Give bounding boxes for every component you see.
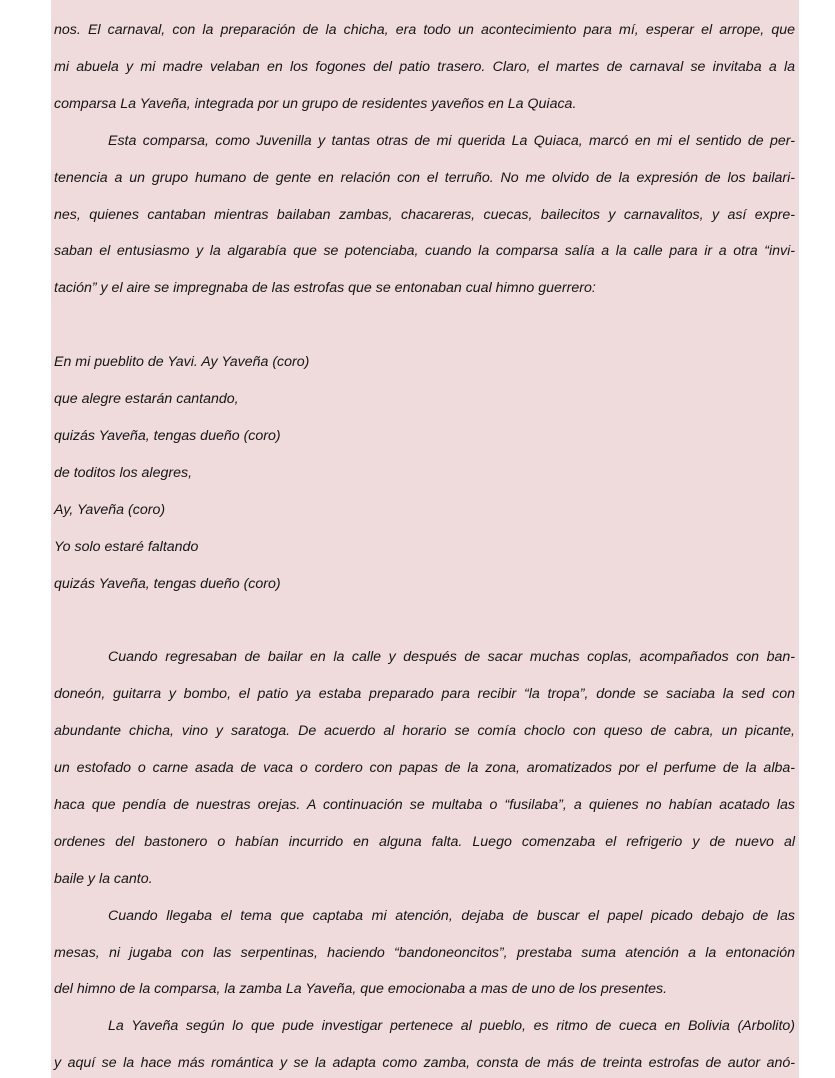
text-line: haca que pendía de nuestras orejas. A continuación se multaba o “fusilaba”, a quienes no habían acatado las xyxy=(54,796,795,813)
text-line: doneón, guitarra y bombo, el patio ya estaba preparado para recibir “la tropa”, donde se saciaba la sed con xyxy=(54,686,795,703)
text-line: ordenes del bastonero o habían incurrido en alguna falta. Luego comenzaba el refrigerio y de nuevo al xyxy=(54,833,795,850)
text-line: Yo solo estaré faltando xyxy=(54,538,199,555)
text-line: quizás Yaveña, tengas dueño (coro) xyxy=(54,575,281,592)
text-line: que alegre estarán cantando, xyxy=(54,391,239,407)
text-line: comparsa La Yaveña, integrada por un grupo de residentes yaveños en La Quiaca. xyxy=(54,95,577,112)
text-line: tación” y el aire se impregnaba de las estrofas que se entonaban cual himno guerrero: xyxy=(54,280,596,297)
document-page xyxy=(51,0,799,1078)
text-line: Cuando llegaba el tema que captaba mi atención, dejaba de buscar el papel picado debajo de las xyxy=(108,907,795,924)
text-line: tenencia a un grupo humano de gente en relación con el terruño. No me olvido de la expresión de los bailari- xyxy=(54,169,795,186)
text-line: mesas, ni jugaba con las serpentinas, haciendo “bandoneoncitos”, prestaba suma atención a la entonación xyxy=(54,944,795,961)
text-line: mi abuela y mi madre velaban en los fogones del patio trasero. Claro, el martes de carnaval se invitaba a la xyxy=(54,58,795,75)
text-line: La Yaveña según lo que pude investigar pertenece al pueblo, es ritmo de cueca en Bolivia (Arbolito) xyxy=(108,1018,795,1035)
text-line: de toditos los alegres, xyxy=(54,464,193,481)
text-line: saban el entusiasmo y la algarabía que se potenciaba, cuando la comparsa salía a la calle para ir a otra “invi- xyxy=(54,243,795,260)
text-line: Ay, Yaveña (coro) xyxy=(54,501,166,518)
text-line: En mi pueblito de Yavi. Ay Yaveña (coro) xyxy=(54,354,310,371)
text-line: un estofado o carne asada de vaca o cordero con papas de la zona, aromatizados por el perfume de la alba- xyxy=(54,760,795,776)
text-line: nes, quienes cantaban mientras bailaban zambas, chacareras, cuecas, bailecitos y carnavalitos, y así expre- xyxy=(54,206,795,223)
text-line: y aquí se la hace más romántica y se la adapta como zamba, consta de más de treinta estrofas de autor anó- xyxy=(54,1055,795,1072)
text-line: Cuando regresaban de bailar en la calle y después de sacar muchas coplas, acompañados con ban- xyxy=(108,649,795,666)
text-line: quizás Yaveña, tengas dueño (coro) xyxy=(54,427,281,444)
text-line: baile y la canto. xyxy=(54,870,153,887)
text-line: nos. El carnaval, con la preparación de la chicha, era todo un acontecimiento para mí, esperar el arrope, que xyxy=(54,22,795,38)
text-line: del himno de la comparsa, la zamba La Yaveña, que emocionaba a mas de uno de los presentes. xyxy=(54,981,668,998)
text-line: abundante chicha, vino y saratoga. De acuerdo al horario se comía choclo con queso de cabra, un picante, xyxy=(54,723,795,740)
text-line: Esta comparsa, como Juvenilla y tantas otras de mi querida La Quiaca, marcó en mi el sentido de per- xyxy=(108,132,795,149)
